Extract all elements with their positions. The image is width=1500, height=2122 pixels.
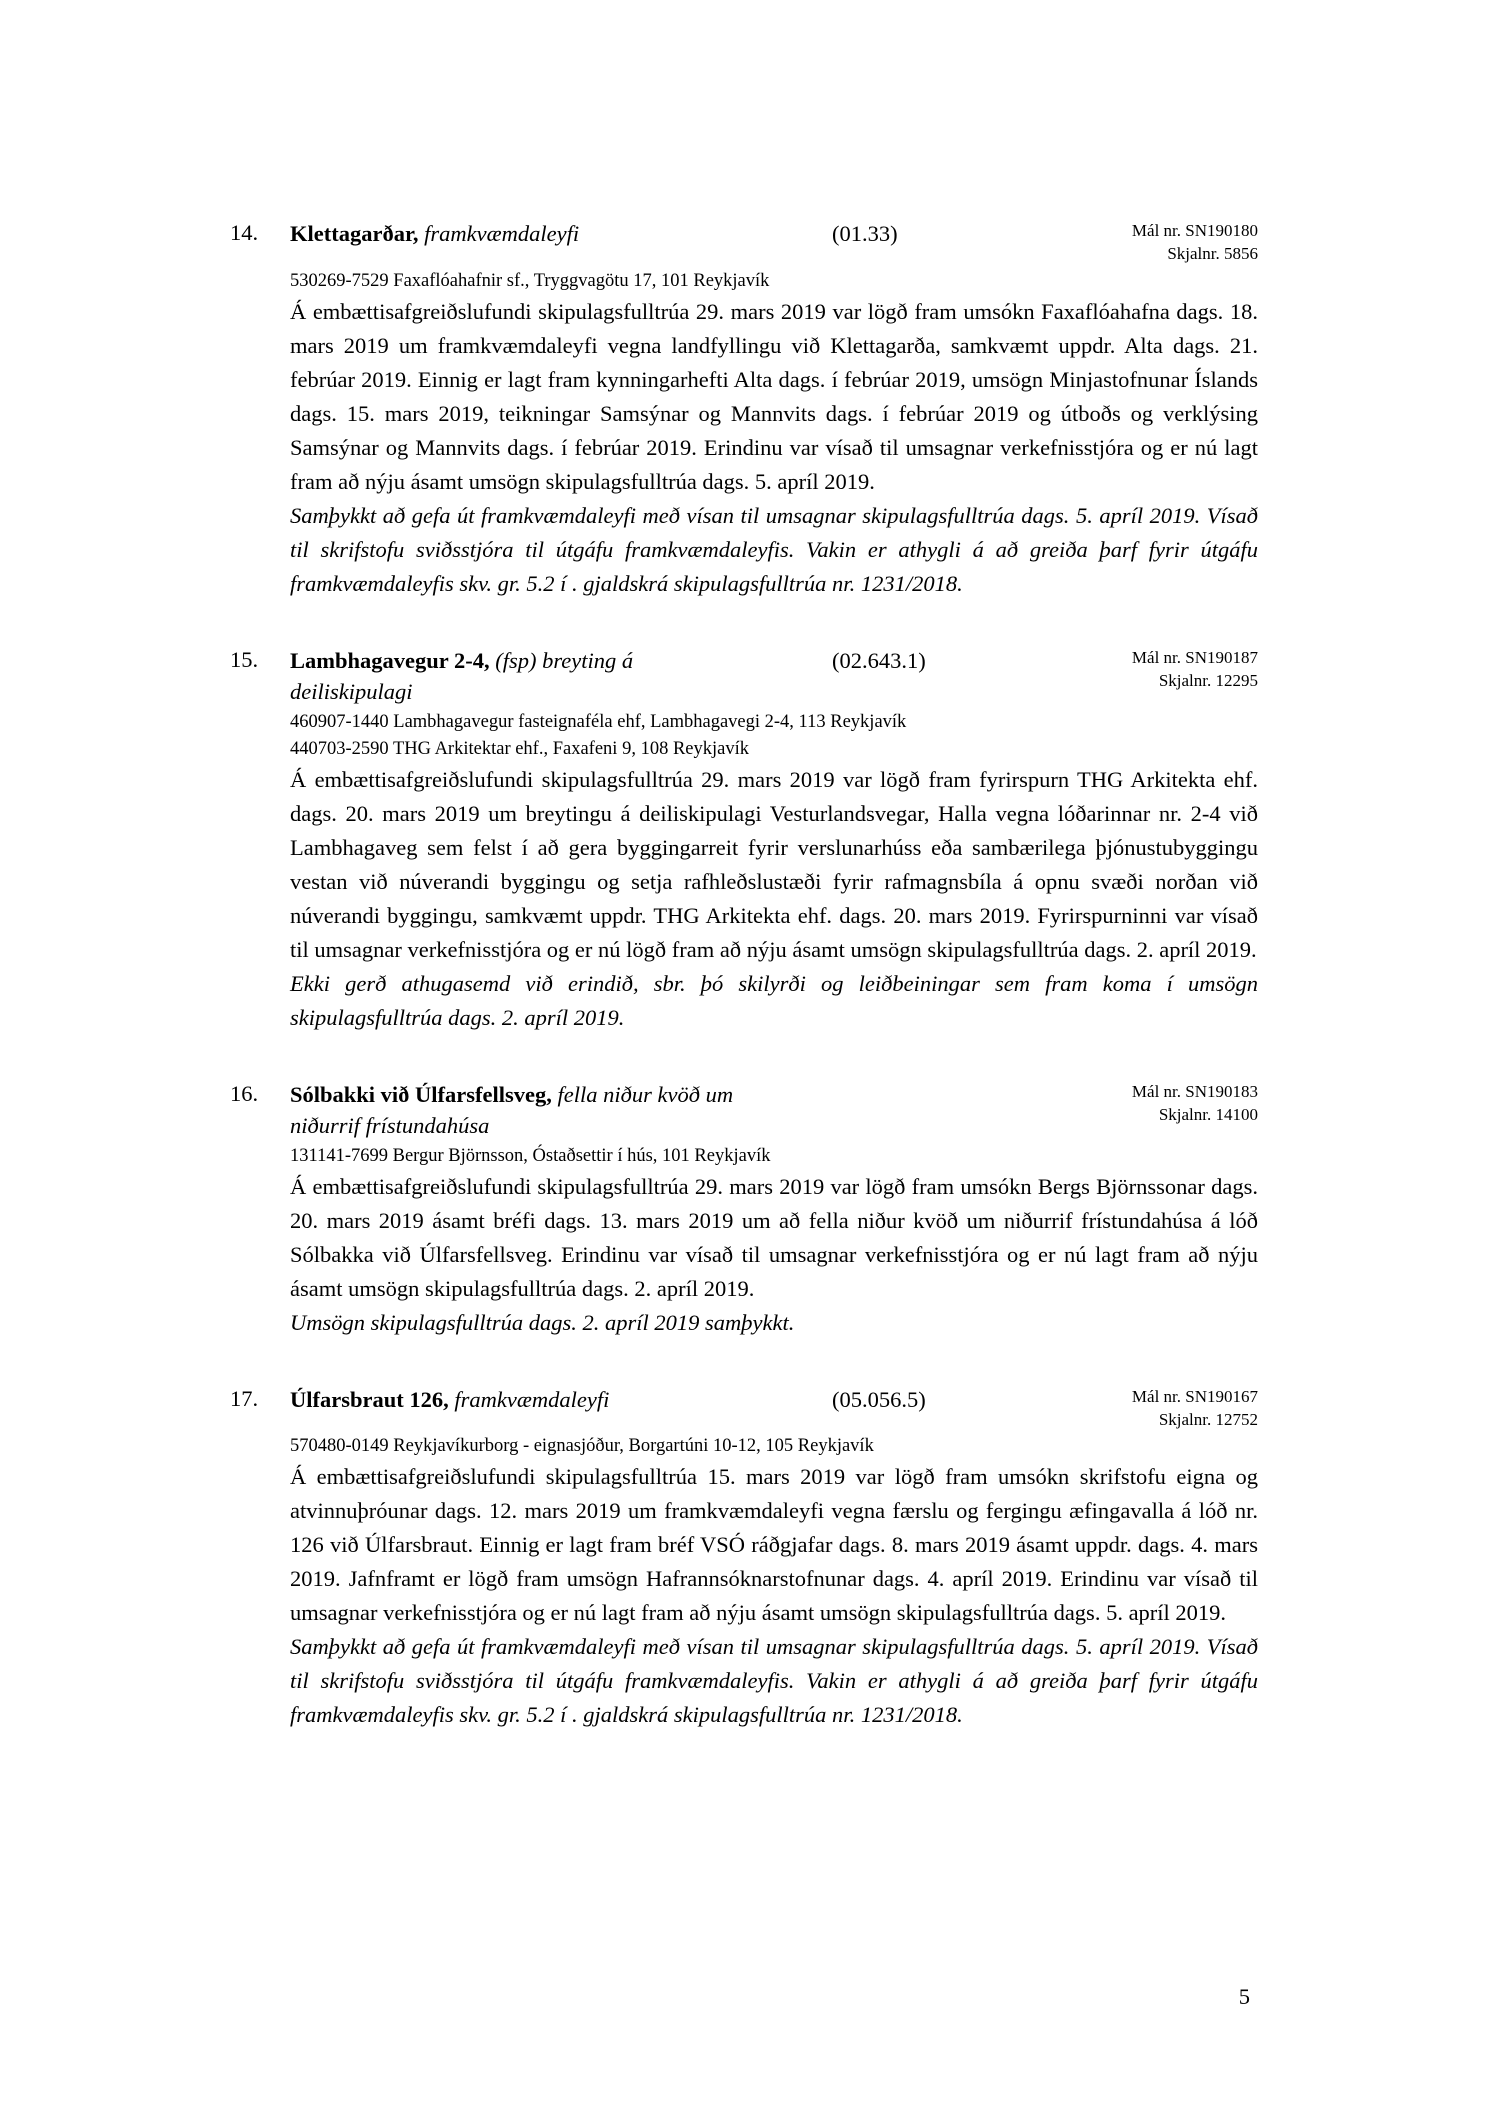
item-header: [290, 218, 1258, 266]
item-resolution: Umsögn skipulagsfulltrúa dags. 2. apríl 2019 samþykkt.: [290, 1309, 795, 1335]
item-header: [290, 1384, 1258, 1432]
item-title-italic: fella niður kvöð um niðurrif frístundahúsa: [290, 1081, 734, 1138]
item-title-bold: Lambhagavegur 2-4,: [290, 647, 490, 673]
case-info: [1000, 1079, 1258, 1127]
item-resolution: Ekki gerð athugasemd við erindið, sbr. þó skilyrði og leiðbeiningar sem fram koma í umsögn skipulagsfulltrúa dags. 2. apríl 2019.: [290, 970, 1258, 1030]
item-header: [290, 645, 1258, 707]
item-title-bold: Úlfarsbraut 126,: [290, 1386, 449, 1412]
plot-code: (01.33): [832, 221, 898, 246]
item-body: Á embættisafgreiðslufundi skipulagsfulltrúa 15. mars 2019 var lögð fram umsókn skrifstofu eigna og atvinnuþróunar dags. 12. mars 2019 um framkvæmdaleyfi vegna færslu og fergingu æfingavalla á lóð nr. 126 við Úlfarsbraut. Einnig er lagt fram bréf VSÓ ráðgjafar dags. 8. mars 2019 ásamt uppdr. dags. 4. mars 2019. Jafnframt er lögð fram umsögn Hafrannsóknarstofnunar dags. 4. apríl 2019. Erindinu var vísað til umsagnar verkefnisstjóra og er nú lagt fram að nýju ásamt umsögn skipulagsfulltrúa dags. 5. apríl 2019.: [290, 1464, 1258, 1626]
item-number: 16.: [230, 1080, 259, 1106]
item-resolution: Samþykkt að gefa út framkvæmdaleyfi með vísan til umsagnar skipulagsfulltrúa dags. 5. apríl 2019. Vísað til skrifstofu sviðsstjóra til útgáfu framkvæmdaleyfis. Vakin er athygli á að greiða þarf fyrir útgáfu framkvæmdaleyfis skv. gr. 5.2 í . gjaldskrá skipulagsfulltrúa nr. 1231/2018.: [290, 502, 1258, 596]
item-title-bold: Sólbakki við Úlfarsfellsveg,: [290, 1081, 552, 1107]
case-info: [1000, 1384, 1258, 1432]
item-body: Á embættisafgreiðslufundi skipulagsfulltrúa 29. mars 2019 var lögð fram fyrirspurn THG Arkitekta ehf. dags. 20. mars 2019 um breytingu á deiliskipulagi Vesturlandsvegar, Halla vegna lóðarinnar nr. 2-4 við Lambhagaveg sem felst í að gera byggingarreit fyrir verslunarhúss eða sambærilega þjónustubyggingu vestan við núverandi byggingu og setja rafhleðslustæði fyrir rafmagnsbíla á opnu svæði norðan við núverandi byggingu, samkvæmt uppdr. THG Arkitekta ehf. dags. 20. mars 2019. Fyrirspurninni var vísað til umsagnar verkefnisstjóra og er nú lögð fram að nýju ásamt umsögn skipulagsfulltrúa dags. 2. apríl 2019.: [290, 766, 1258, 962]
item-title-italic: framkvæmdaleyfi: [454, 1386, 610, 1412]
applicant-line: 131141-7699 Bergur Björnsson, Óstaðsettir í hús, 101 Reykjavík: [290, 1145, 771, 1166]
applicant-line: 530269-7529 Faxaflóahafnir sf., Tryggvagötu 17, 101 Reykjavík: [290, 270, 770, 291]
agenda-item-15: [230, 645, 1258, 1035]
item-resolution: Samþykkt að gefa út framkvæmdaleyfi með vísan til umsagnar skipulagsfulltrúa dags. 5. apríl 2019. Vísað til skrifstofu sviðsstjóra til útgáfu framkvæmdaleyfis. Vakin er athygli á að greiða þarf fyrir útgáfu framkvæmdaleyfis skv. gr. 5.2 í . gjaldskrá skipulagsfulltrúa nr. 1231/2018.: [290, 1634, 1258, 1728]
agenda-item-14: [230, 218, 1258, 601]
item-number: 17.: [230, 1385, 259, 1411]
item-body: Á embættisafgreiðslufundi skipulagsfulltrúa 29. mars 2019 var lögð fram umsókn Faxaflóahafna dags. 18. mars 2019 um framkvæmdaleyfi vegna landfyllingu við Klettagarða, samkvæmt uppdr. Alta dags. 21. febrúar 2019. Einnig er lagt fram kynningarhefti Alta dags. í febrúar 2019, umsögn Minjastofnunar Íslands dags. 15. mars 2019, teikningar Samsýnar og Mannvits dags. í febrúar 2019 og útboðs og verklýsing Samsýnar og Mannvits dags. í febrúar 2019. Erindinu var vísað til umsagnar verkefnisstjóra og er nú lagt fram að nýju ásamt umsögn skipulagsfulltrúa dags. 5. apríl 2019.: [290, 298, 1258, 494]
item-content: [290, 218, 1258, 601]
agenda-item-16: [230, 1079, 1258, 1340]
applicant-line: 440703-2590 THG Arkitektar ehf., Faxafeni 9, 108 Reykjavík: [290, 738, 749, 759]
item-title-bold: Klettagarðar,: [290, 221, 419, 246]
document-number: Skjalnr. 5856: [1167, 243, 1258, 263]
case-number: Mál nr. SN190180: [1131, 221, 1258, 240]
document-number: Skjalnr. 12752: [1158, 1409, 1258, 1429]
item-title: [290, 218, 750, 249]
item-content: [290, 1079, 1258, 1340]
item-header: [290, 1079, 1258, 1141]
document-number: Skjalnr. 14100: [1158, 1104, 1258, 1124]
item-title: [290, 1384, 750, 1415]
document-number: Skjalnr. 12295: [1158, 670, 1258, 690]
applicant-line: 460907-1440 Lambhagavegur fasteignaféla ehf, Lambhagavegi 2-4, 113 Reykjavík: [290, 711, 907, 732]
plot-code: (05.056.5): [832, 1386, 926, 1412]
item-title: [290, 645, 750, 707]
item-content: [290, 1384, 1258, 1733]
item-body: Á embættisafgreiðslufundi skipulagsfulltrúa 29. mars 2019 var lögð fram umsókn Bergs Björnssonar dags. 20. mars 2019 ásamt bréfi dags. 13. mars 2019 um að fella niður kvöð um niðurrif frístundahúsa á lóð Sólbakka við Úlfarsfellsveg. Erindinu var vísað til umsagnar verkefnisstjóra og er nú lagt fram að nýju ásamt umsögn skipulagsfulltrúa dags. 2. apríl 2019.: [290, 1173, 1258, 1301]
item-number: 14.: [230, 220, 259, 245]
applicant-line: 570480-0149 Reykjavíkurborg - eignasjóður, Borgartúni 10-12, 105 Reykjavík: [290, 1436, 874, 1457]
agenda-item-17: [230, 1384, 1258, 1733]
case-number: Mál nr. SN190167: [1131, 1386, 1258, 1406]
item-title-italic: (fsp) breyting á deiliskipulagi: [290, 647, 634, 704]
page-number: 5: [1238, 1984, 1250, 2009]
case-number: Mál nr. SN190187: [1131, 647, 1258, 667]
case-info: [1000, 218, 1258, 266]
item-number: 15.: [230, 646, 259, 672]
item-title: [290, 1079, 750, 1141]
case-number: Mál nr. SN190183: [1131, 1081, 1258, 1101]
case-info: [1000, 645, 1258, 693]
item-content: [290, 645, 1258, 1035]
item-title-italic: framkvæmdaleyfi: [424, 221, 580, 246]
plot-code: (02.643.1): [832, 647, 926, 673]
